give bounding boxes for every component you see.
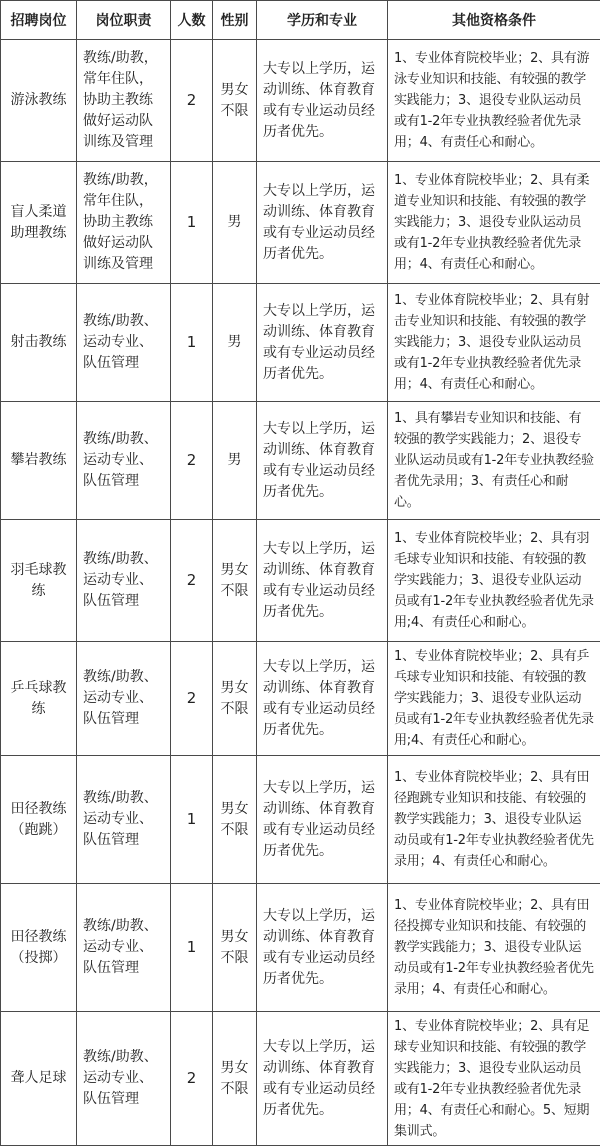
post-cell: 射击教练 <box>1 284 77 402</box>
other-requirements-cell: 1、专业体育院校毕业；2、具有乒乓球专业知识和技能、有较强的教学实践能力；3、退役专业队运动员或有1-2年专业执教经验者优先录用;4、有责任心和耐心。 <box>388 642 600 756</box>
education-cell: 大专以上学历，运动训练、体育教育或有专业运动员经历者优先。 <box>257 40 388 162</box>
table-row <box>1 884 600 1012</box>
post-cell: 田径教练（投掷） <box>1 884 77 1012</box>
duty-cell: 教练/助教、运动专业、队伍管理 <box>77 402 171 520</box>
duty-cell: 教练/助教、运动专业、队伍管理 <box>77 520 171 642</box>
table-row <box>1 162 600 284</box>
table-row <box>1 1012 600 1146</box>
post-cell: 田径教练（跑跳） <box>1 756 77 884</box>
duty-cell: 教练/助教、运动专业、队伍管理 <box>77 642 171 756</box>
post-cell: 盲人柔道助理教练 <box>1 162 77 284</box>
post-cell: 攀岩教练 <box>1 402 77 520</box>
table-row <box>1 756 600 884</box>
count-cell: 1 <box>171 756 213 884</box>
other-requirements-cell: 1、专业体育院校毕业；2、具有田径投掷专业知识和技能、有较强的教学实践能力；3、退役专业队运动员或有1-2年专业执教经验者优先录用；4、有责任心和耐心。 <box>388 884 600 1012</box>
header-other: 其他资格条件 <box>388 1 600 40</box>
table-row <box>1 402 600 520</box>
header-count: 人数 <box>171 1 213 40</box>
header-duty: 岗位职责 <box>77 1 171 40</box>
other-requirements-cell: 1、具有攀岩专业知识和技能、有较强的教学实践能力；2、退役专业队运动员或有1-2年专业执教经验者优先录用；3、有责任心和耐心。 <box>388 402 600 520</box>
header-gender: 性别 <box>213 1 257 40</box>
header-row <box>1 1 600 40</box>
count-cell: 1 <box>171 284 213 402</box>
duty-cell: 教练/助教、运动专业、队伍管理 <box>77 1012 171 1146</box>
duty-cell: 教练/助教、运动专业、队伍管理 <box>77 284 171 402</box>
table-row <box>1 520 600 642</box>
education-cell: 大专以上学历，运动训练、体育教育或有专业运动员经历者优先。 <box>257 520 388 642</box>
count-cell: 2 <box>171 40 213 162</box>
count-cell: 1 <box>171 884 213 1012</box>
gender-cell: 男女不限 <box>213 756 257 884</box>
gender-cell: 男女不限 <box>213 642 257 756</box>
gender-cell: 男女不限 <box>213 520 257 642</box>
count-cell: 1 <box>171 162 213 284</box>
other-requirements-cell: 1、专业体育院校毕业；2、具有足球专业知识和技能、有较强的教学实践能力；3、退役专业队运动员或有1-2年专业执教经验者优先录用；4、有责任心和耐心。5、短期集训式。 <box>388 1012 600 1146</box>
duty-cell: 教练/助教，常年住队，协助主教练做好运动队训练及管理 <box>77 40 171 162</box>
table-row <box>1 642 600 756</box>
header-education: 学历和专业 <box>257 1 388 40</box>
duty-cell: 教练/助教，常年住队，协助主教练做好运动队训练及管理 <box>77 162 171 284</box>
count-cell: 2 <box>171 402 213 520</box>
other-requirements-cell: 1、专业体育院校毕业；2、具有游泳专业知识和技能、有较强的教学实践能力；3、退役专业队运动员或有1-2年专业执教经验者优先录用；4、有责任心和耐心。 <box>388 40 600 162</box>
education-cell: 大专以上学历，运动训练、体育教育或有专业运动员经历者优先。 <box>257 756 388 884</box>
table-body <box>1 40 600 1146</box>
duty-cell: 教练/助教、运动专业、队伍管理 <box>77 884 171 1012</box>
header-post: 招聘岗位 <box>1 1 77 40</box>
gender-cell: 男 <box>213 402 257 520</box>
other-requirements-cell: 1、专业体育院校毕业；2、具有羽毛球专业知识和技能、有较强的教学实践能力；3、退役专业队运动员或有1-2年专业执教经验者优先录用;4、有责任心和耐心。 <box>388 520 600 642</box>
other-requirements-cell: 1、专业体育院校毕业；2、具有柔道专业知识和技能、有较强的教学实践能力；3、退役专业队运动员或有1-2年专业执教经验者优先录用；4、有责任心和耐心。 <box>388 162 600 284</box>
other-requirements-cell: 1、专业体育院校毕业；2、具有射击专业知识和技能、有较强的教学实践能力；3、退役专业队运动员或有1-2年专业执教经验者优先录用；4、有责任心和耐心。 <box>388 284 600 402</box>
duty-cell: 教练/助教、运动专业、队伍管理 <box>77 756 171 884</box>
education-cell: 大专以上学历，运动训练、体育教育或有专业运动员经历者优先。 <box>257 642 388 756</box>
gender-cell: 男女不限 <box>213 1012 257 1146</box>
education-cell: 大专以上学历，运动训练、体育教育或有专业运动员经历者优先。 <box>257 1012 388 1146</box>
table-header <box>1 1 600 40</box>
gender-cell: 男女不限 <box>213 884 257 1012</box>
gender-cell: 男 <box>213 284 257 402</box>
gender-cell: 男女不限 <box>213 40 257 162</box>
table-row <box>1 284 600 402</box>
gender-cell: 男 <box>213 162 257 284</box>
education-cell: 大专以上学历，运动训练、体育教育或有专业运动员经历者优先。 <box>257 884 388 1012</box>
education-cell: 大专以上学历，运动训练、体育教育或有专业运动员经历者优先。 <box>257 162 388 284</box>
education-cell: 大专以上学历，运动训练、体育教育或有专业运动员经历者优先。 <box>257 402 388 520</box>
post-cell: 游泳教练 <box>1 40 77 162</box>
count-cell: 2 <box>171 1012 213 1146</box>
post-cell: 乒乓球教练 <box>1 642 77 756</box>
post-cell: 聋人足球 <box>1 1012 77 1146</box>
table-row <box>1 40 600 162</box>
count-cell: 2 <box>171 520 213 642</box>
count-cell: 2 <box>171 642 213 756</box>
other-requirements-cell: 1、专业体育院校毕业；2、具有田径跑跳专业知识和技能、有较强的教学实践能力；3、退役专业队运动员或有1-2年专业执教经验者优先录用；4、有责任心和耐心。 <box>388 756 600 884</box>
education-cell: 大专以上学历，运动训练、体育教育或有专业运动员经历者优先。 <box>257 284 388 402</box>
post-cell: 羽毛球教练 <box>1 520 77 642</box>
